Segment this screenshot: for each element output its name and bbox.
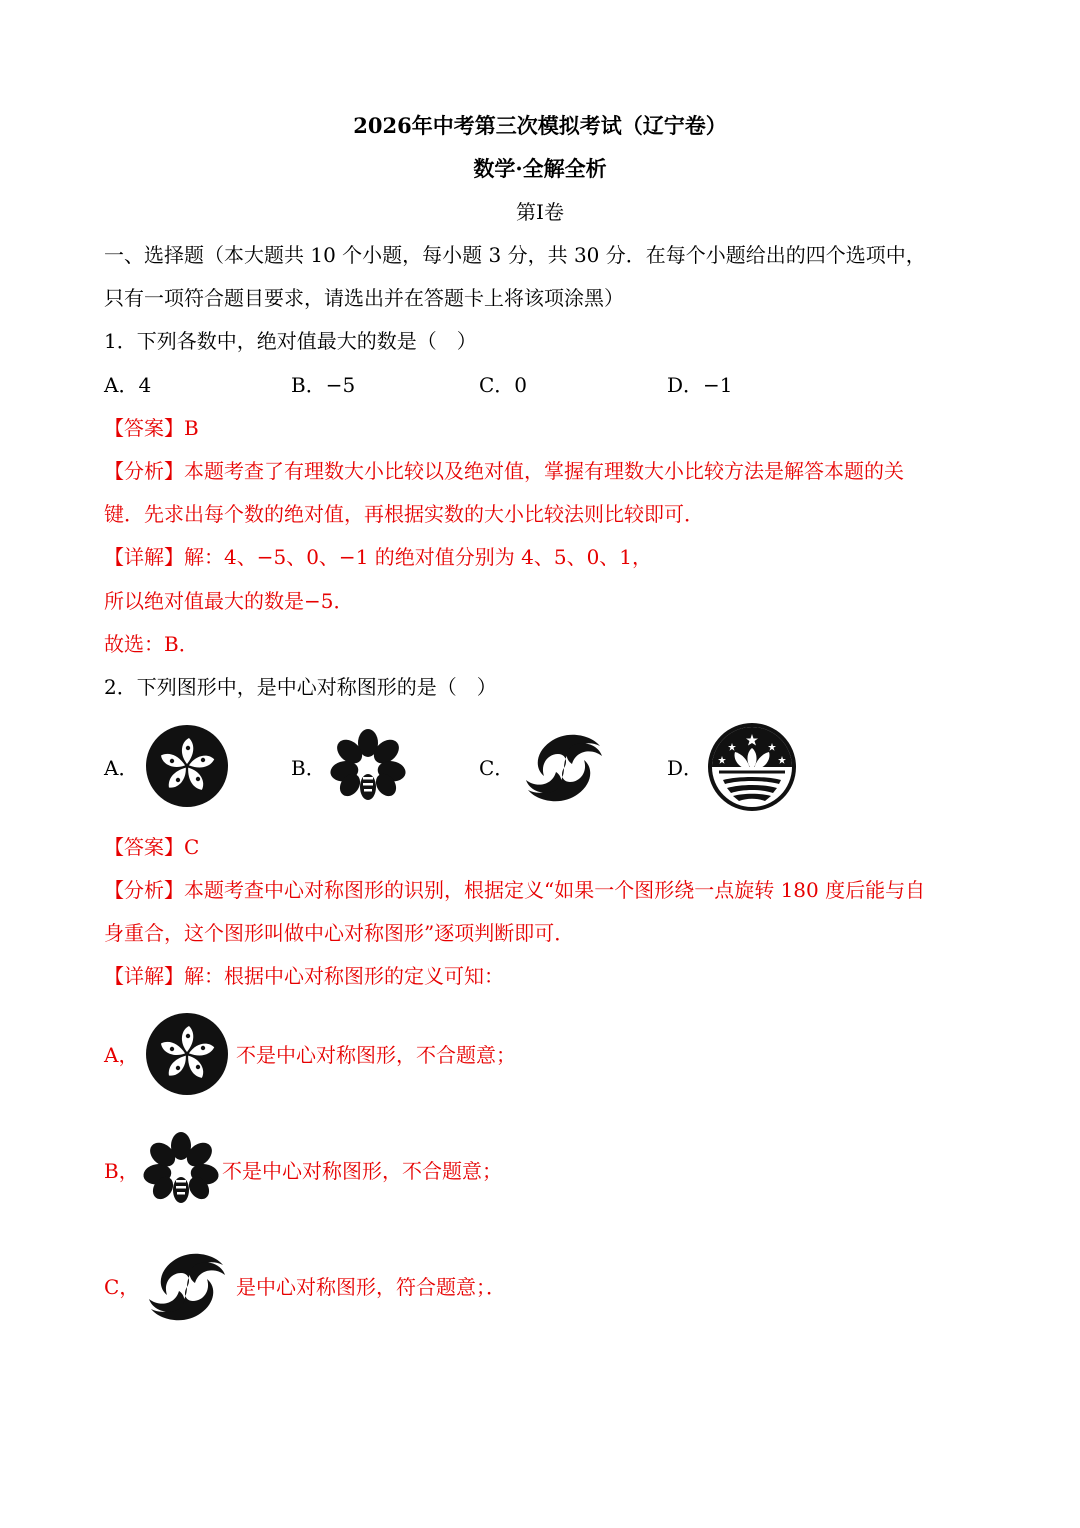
section-label: 第Ⅰ卷 bbox=[516, 200, 564, 224]
q1-option-a: A．4 bbox=[104, 373, 152, 397]
q2-detail: 【详解】解：根据中心对称图形的定义可知： bbox=[104, 964, 504, 988]
flower-bee-emblem-icon bbox=[141, 1130, 223, 1212]
q1-detail-1: 【详解】解：4、−5、0、−1 的绝对值分别为 4、5、0、1， bbox=[104, 545, 653, 569]
instructions-line-1: 一、选择题（本大题共 10 个小题，每小题 3 分，共 30 分．在每个小题给出的四个选项中， bbox=[104, 243, 926, 267]
instructions-line-2: 只有一项符合题目要求，请选出并在答题卡上将该项涂黑） bbox=[104, 286, 624, 310]
swirl-emblem-icon bbox=[143, 1243, 231, 1331]
bauhinia-emblem-icon bbox=[145, 1012, 231, 1098]
q2-option-d: D． bbox=[667, 756, 704, 780]
page-title: 2026年中考第三次模拟考试（辽宁卷） bbox=[353, 113, 727, 138]
q1-detail-2: 所以绝对值最大的数是−5． bbox=[104, 589, 354, 613]
q2-option-c: C． bbox=[479, 756, 515, 780]
flower-bee-emblem-icon bbox=[328, 727, 410, 809]
q1-option-c: C．0 bbox=[479, 373, 528, 397]
q2-option-b: B． bbox=[291, 756, 326, 780]
lotus-emblem-icon bbox=[707, 722, 797, 812]
q1-analysis-2: 键．先求出每个数的绝对值，再根据实数的大小比较法则比较即可． bbox=[104, 502, 704, 526]
q1-analysis-1: 【分析】本题考查了有理数大小比较以及绝对值，掌握有理数大小比较方法是解答本题的关 bbox=[104, 459, 904, 483]
q1-option-d: D．−1 bbox=[667, 373, 733, 397]
q1-conclusion: 故选：B． bbox=[104, 632, 199, 656]
q2-item-c-text: 是中心对称图形，符合题意；． bbox=[236, 1275, 506, 1299]
q2-item-a-text: 不是中心对称图形，不合题意； bbox=[236, 1043, 516, 1067]
page-subtitle: 数学·全解全析 bbox=[473, 156, 607, 181]
q2-analysis-2: 身重合，这个图形叫做中心对称图形”逐项判断即可． bbox=[104, 921, 575, 945]
q2-item-b-text: 不是中心对称图形，不合题意； bbox=[222, 1159, 502, 1183]
q2-analysis-1: 【分析】本题考查中心对称图形的识别，根据定义“如果一个图形绕一点旋转 180 度后能与自 bbox=[104, 878, 926, 902]
q2-item-a-label: A， bbox=[104, 1043, 139, 1067]
q2-item-c-label: C， bbox=[104, 1275, 140, 1299]
q2-answer: 【答案】C bbox=[104, 835, 200, 859]
q2-option-a: A． bbox=[104, 756, 139, 780]
q1-stem: 1．下列各数中，绝对值最大的数是（ ） bbox=[104, 329, 477, 353]
q2-stem: 2．下列图形中，是中心对称图形的是（ ） bbox=[104, 675, 497, 699]
q2-item-b-label: B， bbox=[104, 1159, 139, 1183]
q1-answer: 【答案】B bbox=[104, 416, 199, 440]
q1-option-b: B．−5 bbox=[291, 373, 356, 397]
bauhinia-emblem-icon bbox=[145, 724, 231, 810]
swirl-emblem-icon bbox=[520, 724, 608, 812]
